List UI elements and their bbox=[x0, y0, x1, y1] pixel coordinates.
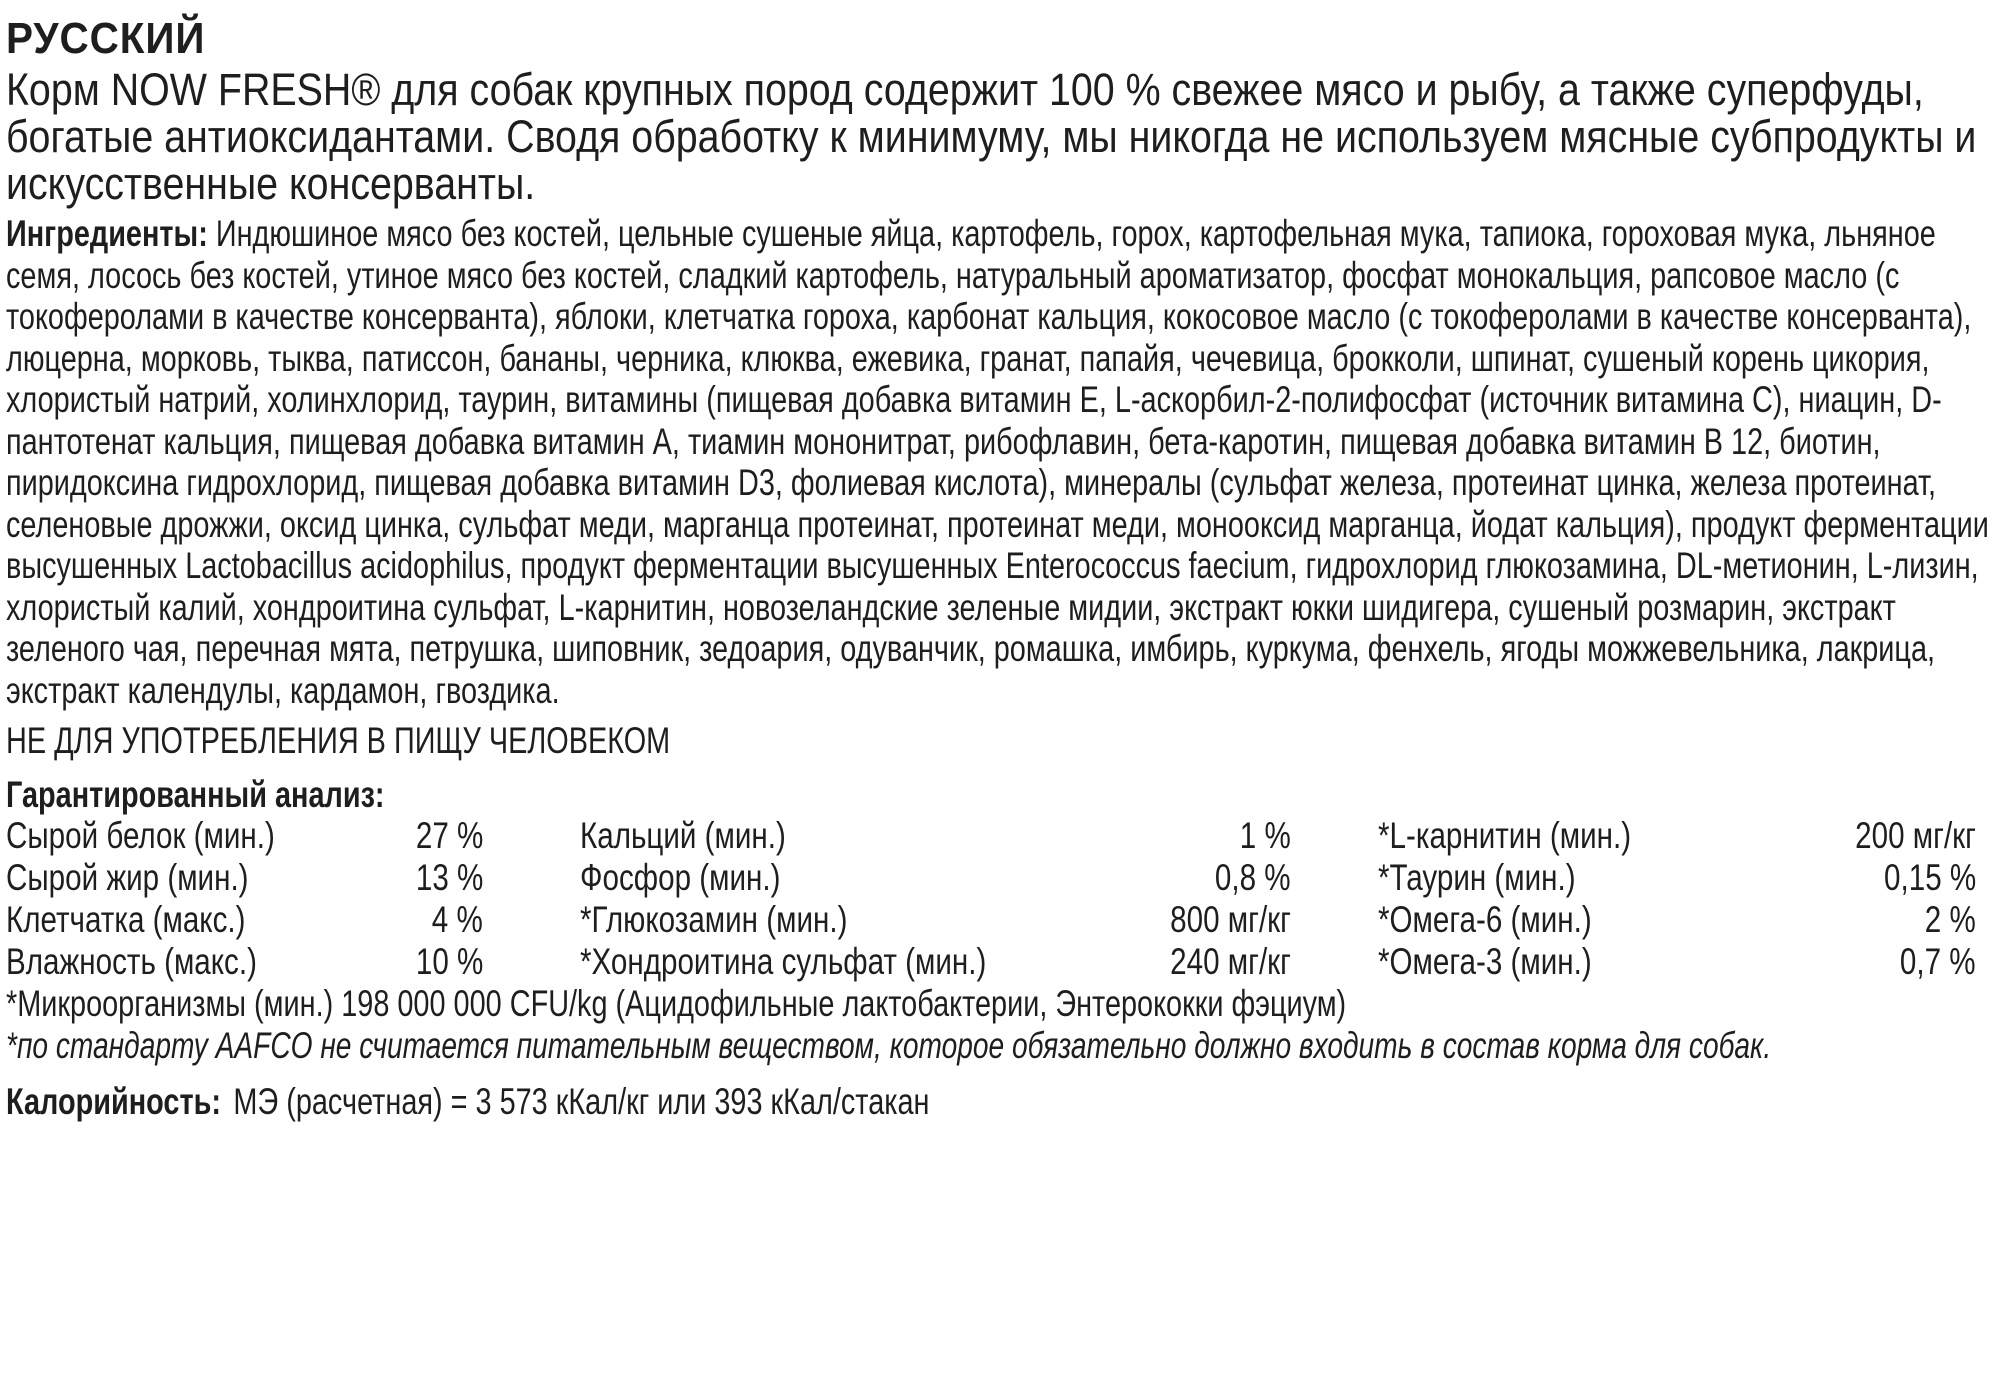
analysis-name: *Омега-3 (мин.) bbox=[1378, 941, 1592, 982]
guaranteed-analysis-title: Гарантированный анализ: bbox=[6, 774, 385, 815]
analysis-name: Сырой белок (мин.) bbox=[6, 815, 275, 856]
not-for-human-consumption-notice: НЕ ДЛЯ УПОТРЕБЛЕНИЯ В ПИЩУ ЧЕЛОВЕКОМ bbox=[6, 720, 671, 761]
analysis-name: *L-карнитин (мин.) bbox=[1378, 815, 1632, 856]
analysis-value: 0,7 % bbox=[1900, 941, 1976, 982]
analysis-name: *Глюкозамин (мин.) bbox=[580, 899, 848, 940]
analysis-value: 800 мг/кг bbox=[1170, 899, 1291, 940]
calorie-label: Калорийность: bbox=[6, 1081, 221, 1122]
analysis-value: 240 мг/кг bbox=[1170, 941, 1291, 982]
ingredients-section bbox=[6, 213, 1990, 711]
analysis-name: Клетчатка (макс.) bbox=[6, 899, 246, 940]
analysis-value: 10 % bbox=[415, 941, 483, 982]
analysis-name: *Омега-6 (мин.) bbox=[1378, 899, 1592, 940]
analysis-name: Влажность (макс.) bbox=[6, 941, 257, 982]
microorganisms-line: *Микроорганизмы (мин.) 198 000 000 CFU/kg (Ацидофильные лактобактерии, Энтерококки фэциум) bbox=[6, 983, 1347, 1024]
ingredients-label: Ингредиенты: bbox=[6, 213, 208, 254]
analysis-value: 0,8 % bbox=[1215, 857, 1291, 898]
analysis-name: Сырой жир (мин.) bbox=[6, 857, 249, 898]
label-page bbox=[6, 14, 1996, 1124]
analysis-name: *Хондроитина сульфат (мин.) bbox=[580, 941, 987, 982]
analysis-value: 1 % bbox=[1239, 815, 1291, 856]
guaranteed-analysis-table bbox=[6, 815, 1996, 987]
product-description: Корм NOW FRESH® для собак крупных пород содержит 100 % свежее мясо и рыбу, а также суперфуды, богатые антиоксидантами. Сводя обработку к минимуму, мы никогда не используем мясные субпродукты и искусственные консерванты. bbox=[6, 64, 1977, 209]
aafco-footnote: *по стандарту AAFCO не считается питательным веществом, которое обязательно должно входить в состав корма для собак. bbox=[6, 1025, 1772, 1066]
analysis-value: 2 % bbox=[1924, 899, 1976, 940]
calorie-value: МЭ (расчетная) = 3 573 кКал/кг или 393 кКал/стакан bbox=[233, 1081, 930, 1122]
analysis-value: 4 % bbox=[431, 899, 483, 940]
ingredients-list: Индюшиное мясо без костей, цельные сушеные яйца, картофель, горох, картофельная мука, тапиока, гороховая мука, льняное семя, лосось без костей, утиное мясо без костей, сладкий картофель, натуральный ароматизатор, фосфат монокальция, рапсовое масло (с токоферолами в качестве консерванта), яблоки, клетчатка гороха, карбонат кальция, кокосовое масло (с токоферолами в качестве консерванта), люцерна, морковь, тыква, патиссон, бананы, черника, клюква, ежевика, гранат, папайя, чечевица, брокколи, шпинат, сушеный корень цикория, хлористый натрий, холинхлорид, таурин, витамины (пищевая добавка витамин Е, L-аскорбил-2-полифосфат (источник витамина С), ниацин, D-пантотенат кальция, пищевая добавка витамин А, тиамин мононитрат, рибофлавин, бета-каротин, пищевая добавка витамин В 12, биотин, пиридоксина гидрохлорид, пищевая добавка витамин D3, фолиевая кислота), минералы (сульфат железа, протеинат цинка, железа протеинат, селеновые дрожжи, оксид цинка, сульфат меди, марганца протеинат, протеинат меди, монооксид марганца, йодат кальция), продукт ферментации высушенных Lactobacillus acidophilus, продукт ферментации высушенных Enterococcus faecium, гидрохлорид глюкозамина, DL-метионин, L-лизин, хлористый калий, хондроитина сульфат, L-карнитин, новозеландские зеленые мидии, экстракт юкки шидигера, сушеный розмарин, экстракт зеленого чая, перечная мята, петрушка, шиповник, зедоария, одуванчик, ромашка, имбирь, куркума, фенхель, ягоды можжевельника, лакрица, экстракт календулы, кардамон, гвоздика. bbox=[6, 213, 1989, 711]
analysis-name: Фосфор (мин.) bbox=[580, 857, 781, 898]
analysis-name: Кальций (мин.) bbox=[580, 815, 786, 856]
calorie-content bbox=[6, 1080, 1558, 1124]
analysis-value: 0,15 % bbox=[1883, 857, 1976, 898]
language-heading: РУССКИЙ bbox=[6, 14, 206, 63]
analysis-value: 200 мг/кг bbox=[1855, 815, 1976, 856]
analysis-value: 27 % bbox=[415, 815, 483, 856]
analysis-value: 13 % bbox=[415, 857, 483, 898]
analysis-name: *Таурин (мин.) bbox=[1378, 857, 1576, 898]
